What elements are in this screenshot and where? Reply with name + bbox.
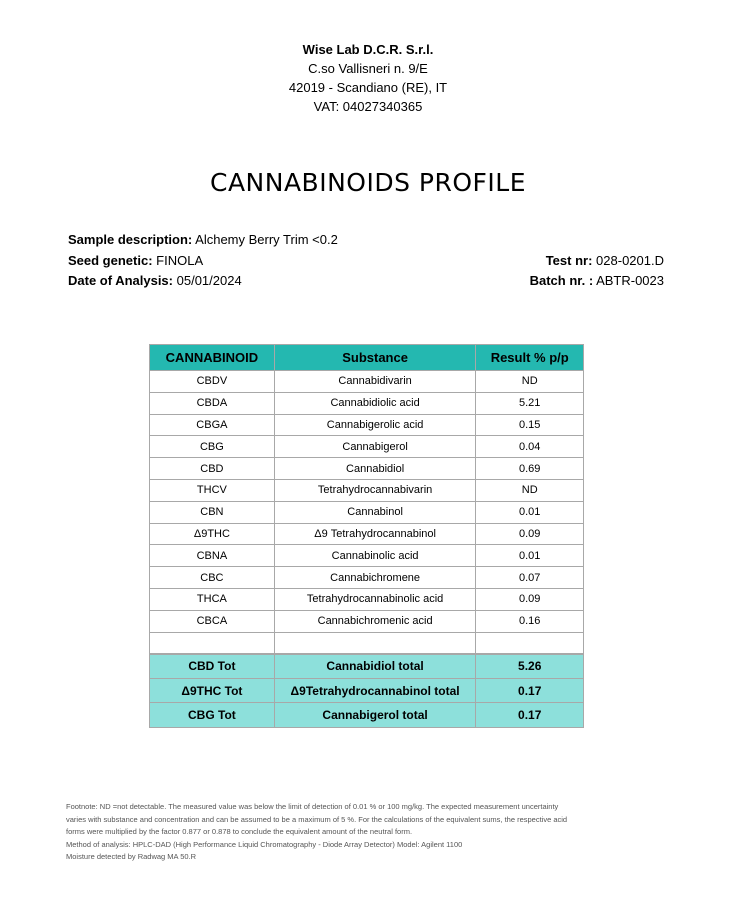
table-row [150, 371, 584, 393]
cell-cannabinoid: CBCA [150, 610, 275, 632]
total-cell-cannabinoid: CBG Tot [150, 703, 275, 728]
cell-cannabinoid: THCA [150, 588, 275, 610]
cell-cannabinoid: CBG [150, 436, 275, 458]
cell-substance: Cannabichromene [274, 567, 476, 589]
seed-value: FINOLA [156, 252, 204, 268]
cell-substance: Tetrahydrocannabinolic acid [274, 588, 476, 610]
footnote-line: Method of analysis: HPLC-DAD (High Performance Liquid Chromatography - Diode Array Detector) Model: Agilent 1100 [66, 839, 463, 849]
total-cell-substance: Δ9Tetrahydrocannabinol total [274, 678, 476, 703]
date-value: 05/01/2024 [176, 273, 242, 288]
table-row [150, 458, 584, 480]
footnote-line: forms were multiplied by the factor 0.877 or 0.878 to conclude the equivalent amount of the neutral form. [66, 827, 413, 836]
total-cell-cannabinoid: CBD Tot [150, 654, 275, 679]
total-cell-substance: Cannabidiol total [274, 654, 476, 679]
cell-cannabinoid: Δ9THC [150, 523, 275, 545]
total-cell-substance: Cannabigerol total [274, 703, 476, 728]
cell-result: 0.15 [476, 414, 584, 436]
cell-substance: Cannabidiolic acid [274, 392, 476, 414]
seed-label: Seed genetic: [68, 252, 153, 268]
total-row [150, 654, 584, 679]
cell-result: ND [476, 479, 584, 501]
cell-substance: Cannabigerolic acid [274, 414, 476, 436]
table-row [150, 610, 584, 632]
cell-result: 0.16 [476, 610, 584, 632]
table-body [150, 371, 584, 728]
seed-row [68, 251, 664, 272]
cell-cannabinoid: THCV [150, 479, 275, 501]
table-row [150, 523, 584, 545]
cell-cannabinoid: CBDA [150, 392, 275, 414]
cell-substance: Cannabichromenic acid [274, 610, 476, 632]
table-row [150, 479, 584, 501]
cell-result [476, 632, 584, 654]
cell-cannabinoid: CBD [150, 458, 275, 480]
cell-cannabinoid: CBDV [150, 371, 275, 393]
cell-substance [274, 632, 476, 654]
lab-header [0, 40, 736, 116]
header-result: Result % p/p [476, 345, 584, 371]
company-address: C.so Vallisneri n. 9/E [308, 61, 428, 76]
footnote-line: Moisture detected by Radwag MA 50.R [66, 852, 197, 861]
page-title: CANNABINOIDS PROFILE [209, 168, 526, 197]
cell-cannabinoid: CBC [150, 567, 275, 589]
cell-result: 5.21 [476, 392, 584, 414]
total-row [150, 703, 584, 728]
date-label: Date of Analysis: [68, 273, 173, 288]
cell-result: 0.09 [476, 523, 584, 545]
cell-substance: Cannabidiol [274, 458, 476, 480]
cell-cannabinoid: CBGA [150, 414, 275, 436]
cell-cannabinoid [150, 632, 275, 654]
cell-substance: Δ9 Tetrahydrocannabinol [274, 523, 476, 545]
company-name: Wise Lab D.C.R. S.r.l. [302, 42, 434, 57]
cell-result: 0.01 [476, 545, 584, 567]
total-row [150, 678, 584, 703]
table-row [150, 414, 584, 436]
table-row [150, 501, 584, 523]
test-label: Test nr: [545, 252, 593, 268]
total-cell-result: 0.17 [476, 703, 584, 728]
header-cannabinoid: CANNABINOID [150, 345, 275, 371]
company-vat: VAT: 04027340365 [313, 99, 423, 114]
cell-result: 0.69 [476, 458, 584, 480]
cell-substance: Cannabinolic acid [274, 545, 476, 567]
sample-row [68, 230, 664, 251]
cell-substance: Cannabigerol [274, 436, 476, 458]
cell-result: 0.07 [476, 567, 584, 589]
date-row [68, 271, 664, 292]
footnote-line: varies with substance and concentration and can be assumed to be a maximum of 5 %. For the calculations of the equivalent sums, the respective acid [66, 814, 568, 824]
table-row [150, 545, 584, 567]
table-row [150, 436, 584, 458]
cell-result: 0.09 [476, 588, 584, 610]
cell-cannabinoid: CBNA [150, 545, 275, 567]
cell-substance: Cannabinol [274, 501, 476, 523]
batch-value: ABTR-0023 [596, 273, 664, 288]
sample-info [68, 230, 664, 292]
cell-result: 0.04 [476, 436, 584, 458]
total-cell-cannabinoid: Δ9THC Tot [150, 678, 275, 703]
sample-label: Sample description: [68, 232, 193, 247]
table-row [150, 392, 584, 414]
table-row [150, 567, 584, 589]
table-row [150, 632, 584, 654]
cell-substance: Cannabidivarin [274, 371, 476, 393]
cell-cannabinoid: CBN [150, 501, 275, 523]
cell-substance: Tetrahydrocannabivarin [274, 479, 476, 501]
cannabinoid-table [149, 344, 584, 728]
cell-result: ND [476, 371, 584, 393]
header-substance: Substance [274, 345, 476, 371]
footnote-line: Footnote: ND =not detectable. The measured value was below the limit of detection of 0.01 % or 100 mg/kg. The expected measurement uncertainty [66, 802, 559, 811]
total-cell-result: 5.26 [476, 654, 584, 679]
table-header-row [150, 345, 584, 371]
table-row [150, 588, 584, 610]
sample-value: Alchemy Berry Trim <0.2 [195, 232, 338, 247]
test-value: 028-0201.D [596, 252, 664, 268]
cell-result: 0.01 [476, 501, 584, 523]
footnote [66, 801, 666, 864]
company-city: 42019 - Scandiano (RE), IT [288, 80, 448, 95]
batch-label: Batch nr. : [529, 273, 594, 288]
total-cell-result: 0.17 [476, 678, 584, 703]
